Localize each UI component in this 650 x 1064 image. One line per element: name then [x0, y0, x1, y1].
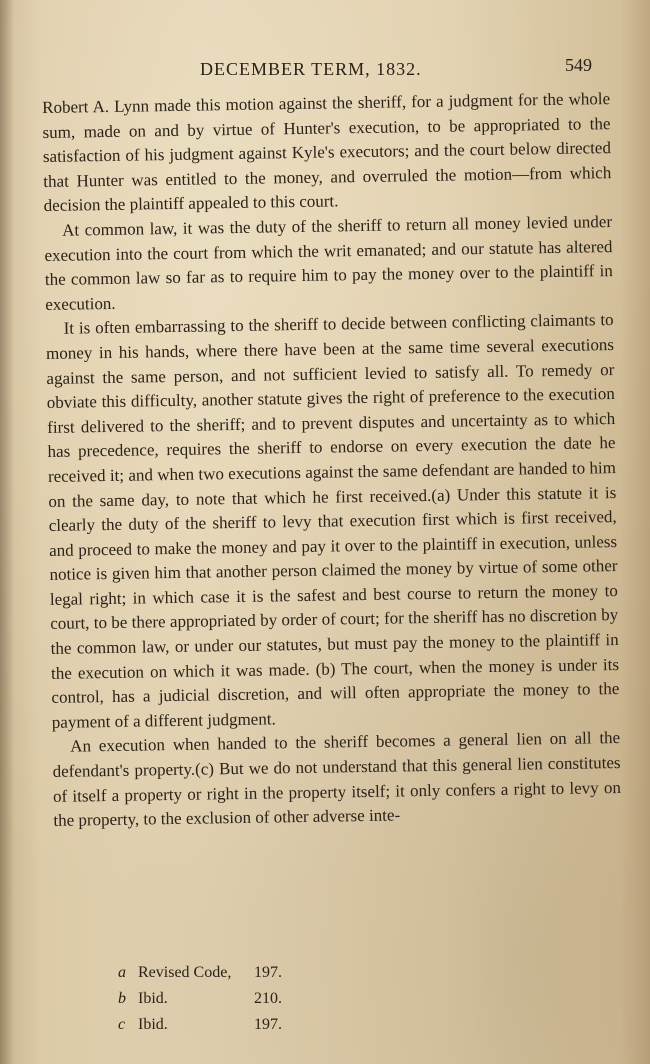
footnote-source: Ibid. [138, 1016, 168, 1033]
running-head: DECEMBER TERM, 1832. [200, 59, 422, 79]
footnote-page: 197. [254, 1016, 282, 1033]
footnote [118, 1012, 418, 1038]
footnote-page: 197. [254, 964, 282, 981]
footnote-mark: a [118, 964, 126, 981]
footnote-source: Revised Code, [138, 964, 232, 981]
page-header [200, 55, 620, 85]
body-text [42, 87, 622, 834]
footnote-page: 210. [254, 990, 282, 1007]
footnotes [118, 960, 418, 1038]
paragraph: An execution when handed to the sheriff becomes a general lien on all the defendant's property.(c) But we do not understand that this general lien constitutes of itself a property or right in the property itself; it only confers a right to levy on the property, to the exclusion of other adverse inte- [52, 728, 622, 831]
paragraph: It is often embarrassing to the sheriff to decide between conflicting claimants to money in his hands, where there have been at the same time several executions against the same person, and not sufficient levied to satisfy all. To remedy or obviate this difficulty, another statute gives the right of preference to the execution first delivered to the sheriff; and to prevent disputes and uncertainty as to which has precedence, requires the sheriff to endorse on every execution the date he received it; and when two executions against the same defendant are handed to him on the same day, to note that which he first received.(a) Under this statute it is clearly the duty of the sheriff to levy that execution first which is first received, and proceed to make the money and pay it over to the plaintiff in execution, unless notice is given him that another person claimed the money by virtue of some other legal right; in which case it is the safest and best course to return the money to court, to be there appropriated by order of court; for the sheriff has no discretion by the common law, or under our statutes, but must pay the money to the plaintiff in the execution on which it was made. (b) The court, when the money is under its control, has a judicial discretion, and will often appropriate the money to the payment of a different judgment. [45, 310, 620, 732]
page-number: 549 [565, 55, 592, 75]
footnote [118, 986, 418, 1012]
footnote-source: Ibid. [138, 990, 168, 1007]
footnote-mark: b [118, 990, 126, 1007]
footnote-mark: c [118, 1016, 126, 1033]
paragraph: Robert A. Lynn made this motion against the sheriff, for a judgment for the whole sum, made on and by virtue of Hunter's execution, to be appropriated to the satisfaction of his judgment against Kyle's executors; and the court below directed that Hunter was entitled to the money, and overruled the motion—from which decision the plaintiff appealed to this court. [42, 89, 612, 216]
paragraph: At common law, it was the duty of the sheriff to return all money levied under execution into the court from which the writ emanated; and our statute has altered the common law so far as to require him to pay the money over to the plaintiff in execution. [44, 212, 613, 314]
footnote [118, 960, 418, 986]
